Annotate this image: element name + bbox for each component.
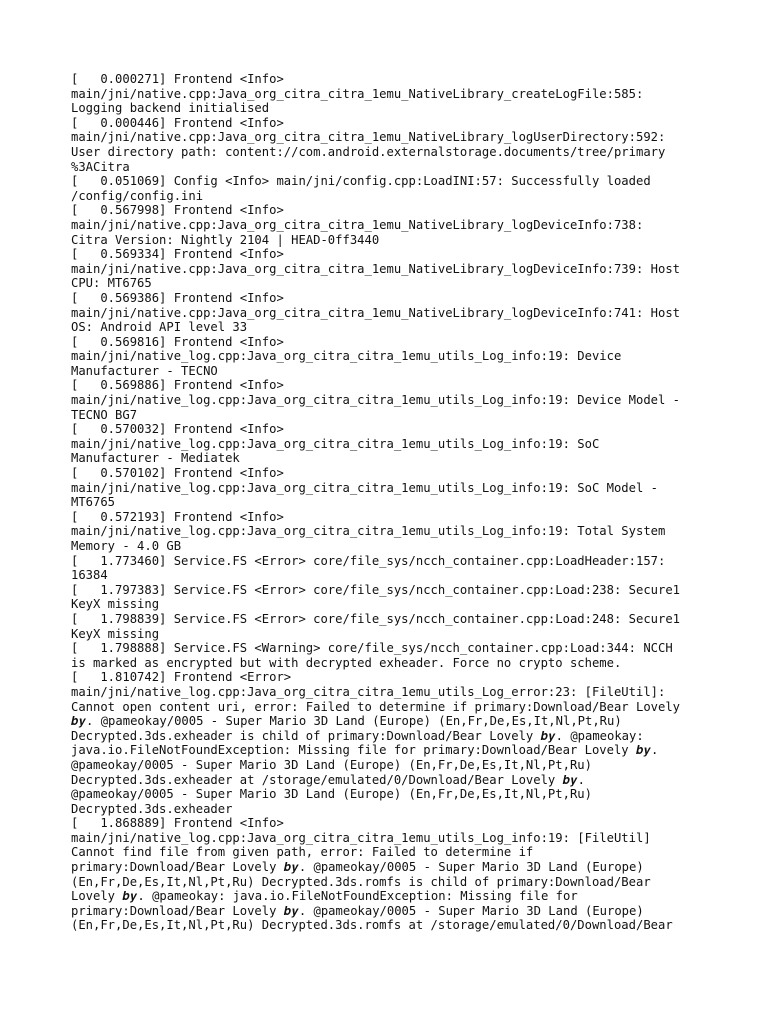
log-document bbox=[71, 72, 711, 933]
log-line: [ 0.567998] Frontend <Info> bbox=[71, 203, 284, 218]
log-line: main/jni/native_log.cpp:Java_org_citra_citra_1emu_utils_Log_info:19: Device Model - bbox=[71, 393, 681, 408]
log-line: Logging backend initialised bbox=[71, 101, 270, 116]
log-line: 16384 bbox=[71, 568, 108, 583]
log-line: Lovely 𝒃𝒚. @pameokay: java.io.FileNotFoundException: Missing file for bbox=[71, 889, 578, 904]
log-line: Manufacturer - Mediatek bbox=[71, 451, 240, 466]
log-line: Decrypted.3ds.exheader is child of primary:Download/Bear Lovely 𝒃𝒚. @pameokay: bbox=[71, 728, 644, 743]
log-line: [ 0.569334] Frontend <Info> bbox=[71, 247, 284, 262]
log-line: Cannot find file from given path, error: Failed to determine if bbox=[71, 845, 534, 860]
log-line: main/jni/native.cpp:Java_org_citra_citra_1emu_NativeLibrary_logDeviceInfo:738: bbox=[71, 217, 644, 232]
log-line: CPU: MT6765 bbox=[71, 276, 152, 291]
log-line: KeyX missing bbox=[71, 597, 160, 612]
log-line: Manufacturer - TECNO bbox=[71, 363, 218, 378]
log-line: main/jni/native.cpp:Java_org_citra_citra_1emu_NativeLibrary_logUserDirectory:592: bbox=[71, 130, 666, 145]
log-line: [ 0.569886] Frontend <Info> bbox=[71, 378, 284, 393]
log-line: main/jni/native.cpp:Java_org_citra_citra_1emu_NativeLibrary_createLogFile:585: bbox=[71, 86, 644, 101]
log-line: [ 1.773460] Service.FS <Error> core/file_sys/ncch_container.cpp:LoadHeader:157: bbox=[71, 553, 666, 568]
log-line: TECNO BG7 bbox=[71, 407, 138, 422]
log-line: Citra Version: Nightly 2104 | HEAD-0ff3440 bbox=[71, 232, 380, 247]
log-line: primary:Download/Bear Lovely 𝒃𝒚. @pameokay/0005 - Super Mario 3D Land (Europe) bbox=[71, 860, 644, 875]
log-line: is marked as encrypted but with decrypted exheader. Force no crypto scheme. bbox=[71, 655, 622, 670]
log-line: OS: Android API level 33 bbox=[71, 320, 248, 335]
log-line: Decrypted.3ds.exheader bbox=[71, 801, 233, 816]
log-line: 𝒃𝒚. @pameokay/0005 - Super Mario 3D Land (Europe) (En,Fr,De,Es,It,Nl,Pt,Ru) bbox=[71, 714, 622, 729]
log-line: main/jni/native_log.cpp:Java_org_citra_citra_1emu_utils_Log_info:19: [FileUtil] bbox=[71, 830, 651, 845]
log-line: primary:Download/Bear Lovely 𝒃𝒚. @pameokay/0005 - Super Mario 3D Land (Europe) bbox=[71, 903, 644, 918]
log-line: [ 1.797383] Service.FS <Error> core/file_sys/ncch_container.cpp:Load:238: Secure1 bbox=[71, 582, 681, 597]
log-line: (En,Fr,De,Es,It,Nl,Pt,Ru) Decrypted.3ds.romfs is child of primary:Download/Bear bbox=[71, 874, 651, 889]
log-line: [ 0.572193] Frontend <Info> bbox=[71, 509, 284, 524]
log-line: Cannot open content uri, error: Failed to determine if primary:Download/Bear Lovely bbox=[71, 699, 681, 714]
log-line: main/jni/native_log.cpp:Java_org_citra_citra_1emu_utils_Log_error:23: [FileUtil]: bbox=[71, 684, 666, 699]
log-line: main/jni/native.cpp:Java_org_citra_citra_1emu_NativeLibrary_logDeviceInfo:739: Host bbox=[71, 261, 681, 276]
log-line: [ 0.000446] Frontend <Info> bbox=[71, 115, 284, 130]
log-line: (En,Fr,De,Es,It,Nl,Pt,Ru) Decrypted.3ds.romfs at /storage/emulated/0/Download/Bear bbox=[71, 918, 673, 933]
log-line: main/jni/native.cpp:Java_org_citra_citra_1emu_NativeLibrary_logDeviceInfo:741: Host bbox=[71, 305, 681, 320]
log-line: @pameokay/0005 - Super Mario 3D Land (Europe) (En,Fr,De,Es,It,Nl,Pt,Ru) bbox=[71, 787, 592, 802]
log-line: MT6765 bbox=[71, 495, 116, 510]
log-line: KeyX missing bbox=[71, 626, 160, 641]
log-line: User directory path: content://com.android.externalstorage.documents/tree/primary bbox=[71, 144, 666, 159]
log-line: Memory - 4.0 GB bbox=[71, 539, 182, 553]
log-line: [ 1.798839] Service.FS <Error> core/file_sys/ncch_container.cpp:Load:248: Secure1 bbox=[71, 611, 681, 626]
log-line: [ 0.000271] Frontend <Info> bbox=[71, 72, 284, 86]
log-line: [ 1.798888] Service.FS <Warning> core/file_sys/ncch_container.cpp:Load:344: NCCH bbox=[71, 641, 673, 656]
log-line: [ 1.810742] Frontend <Error> bbox=[71, 670, 292, 685]
log-line: @pameokay/0005 - Super Mario 3D Land (Europe) (En,Fr,De,Es,It,Nl,Pt,Ru) bbox=[71, 757, 592, 772]
log-line: %3ACitra bbox=[71, 159, 130, 174]
log-line: [ 0.570032] Frontend <Info> bbox=[71, 422, 284, 437]
log-line: [ 0.569816] Frontend <Info> bbox=[71, 334, 284, 349]
log-line: [ 0.570102] Frontend <Info> bbox=[71, 466, 284, 481]
log-line: [ 1.868889] Frontend <Info> bbox=[71, 816, 284, 831]
log-line: [ 0.569386] Frontend <Info> bbox=[71, 290, 284, 305]
log-line: main/jni/native_log.cpp:Java_org_citra_citra_1emu_utils_Log_info:19: SoC Model - bbox=[71, 480, 658, 495]
log-line: main/jni/native_log.cpp:Java_org_citra_citra_1emu_utils_Log_info:19: SoC bbox=[71, 436, 600, 451]
log-line: main/jni/native_log.cpp:Java_org_citra_citra_1emu_utils_Log_info:19: Total System bbox=[71, 524, 666, 539]
log-line: java.io.FileNotFoundException: Missing file for primary:Download/Bear Lovely 𝒃𝒚. bbox=[71, 743, 659, 758]
log-line: Decrypted.3ds.exheader at /storage/emulated/0/Download/Bear Lovely 𝒃𝒚. bbox=[71, 772, 585, 787]
log-line: [ 0.051069] Config <Info> main/jni/config.cpp:LoadINI:57: Successfully loaded bbox=[71, 174, 651, 189]
log-line: /config/config.ini bbox=[71, 188, 204, 203]
log-line: main/jni/native_log.cpp:Java_org_citra_citra_1emu_utils_Log_info:19: Device bbox=[71, 349, 622, 364]
